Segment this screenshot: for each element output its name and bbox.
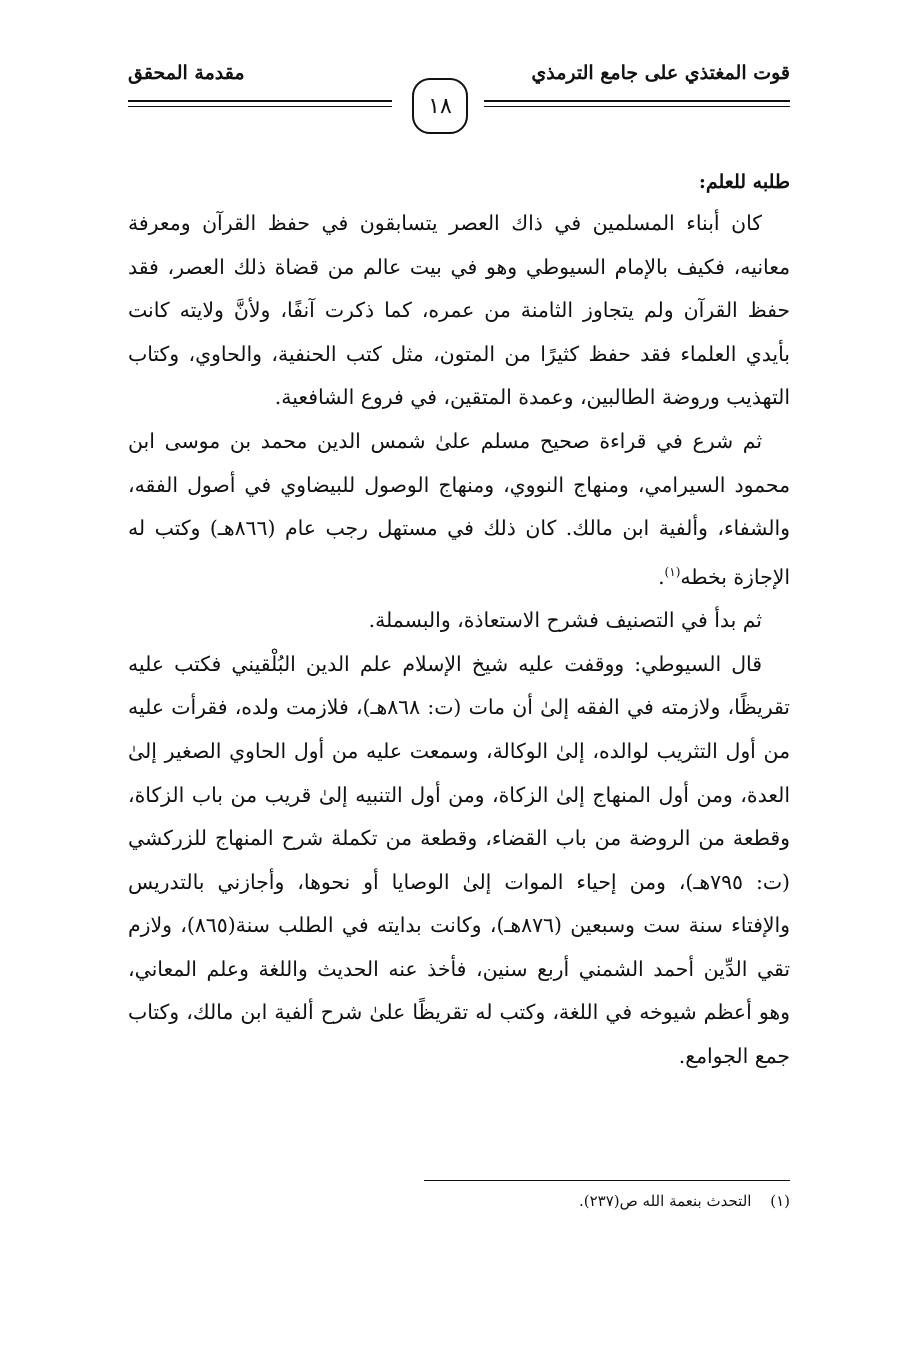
paragraph-2 xyxy=(128,420,790,599)
paragraph-4: قال السيوطي: ووقفت عليه شيخ الإسلام علم الدين البُلْقيني فكتب عليه تقريظًا، ولازمته في الفقه إلىٰ أن مات (ت: ٨٦٨هـ)، فلازمت ولده، فقرأت عليه من أول التثريب لوالده، إلىٰ الوكالة، وسمعت عليه من أول الحاوي الصغير إلىٰ العدة، ومن أول المنهاج إلىٰ الزكاة، ومن أول التنبيه إلىٰ قريب من باب الزكاة، وقطعة من الروضة من باب القضاء، وقطعة من تكملة شرح المنهاج للزركشي (ت: ٧٩٥هـ)، ومن إحياء الموات إلىٰ الوصايا أو نحوها، وأجازني بالتدريس والإفتاء سنة ست وسبعين (٨٧٦هـ)، وكانت بدايته في الطلب سنة(٨٦٥)، ولازم تقي الدِّين أحمد الشمني أربع سنين، فأخذ عنه الحديث واللغة وعلم المعاني، وهو أعظم شيوخه في اللغة، وكتب له تقريظًا علىٰ شرح ألفية ابن مالك، وكتاب جمع الجوامع. xyxy=(128,651,791,1069)
section-title: مقدمة المحقق xyxy=(128,62,245,84)
footnote-text: التحدث بنعمة الله ص(٢٣٧). xyxy=(579,1192,752,1210)
page-header xyxy=(128,58,790,138)
page-number: ١٨ xyxy=(412,78,468,134)
footnote-ref: (١) xyxy=(664,564,681,579)
heading: طلبه للعلم: xyxy=(698,171,790,193)
paragraph-2-text: ثم شرع في قراءة صحيح مسلم علىٰ شمس الدين محمد بن موسى ابن محمود السيرامي، ومنهاج النووي، ومنهاج الوصول للبيضاوي في أصول الفقه، والشفاء، وألفية ابن مالك. كان ذلك في مستهل رجب عام (٨٦٦هـ) وكتب له الإجازة بخطه xyxy=(128,428,790,589)
header-rule-right-thin xyxy=(484,106,790,107)
main-text xyxy=(128,164,790,1079)
footnote xyxy=(579,1192,790,1210)
header-rule-left xyxy=(128,100,392,102)
footnote-divider xyxy=(424,1180,790,1181)
paragraph-2-end: . xyxy=(658,564,665,589)
footnote-number: (١) xyxy=(770,1192,790,1210)
paragraph-3: ثم بدأ في التصنيف فشرح الاستعاذة، والبسملة. xyxy=(368,608,762,633)
header-rule-left-thin xyxy=(128,106,392,107)
header-rule-right xyxy=(484,100,790,102)
paragraph-1: كان أبناء المسلمين في ذاك العصر يتسابقون في حفظ القرآن ومعرفة معانيه، فكيف بالإمام السيوطي وهو في بيت عالم من قضاة ذلك العصر، فقد حفظ القرآن ولم يتجاوز الثامنة من عمره، كما ذكرت آنفًا، ولأنَّ ولايته كانت بأيدي العلماء فقد حفظ كثيرًا من المتون، مثل كتب الحنفية، والحاوي، وكتاب التهذيب وروضة الطالبين، وعمدة المتقين، في فروع الشافعية. xyxy=(128,211,790,410)
book-title: قوت المغتذي على جامع الترمذي xyxy=(531,62,790,84)
